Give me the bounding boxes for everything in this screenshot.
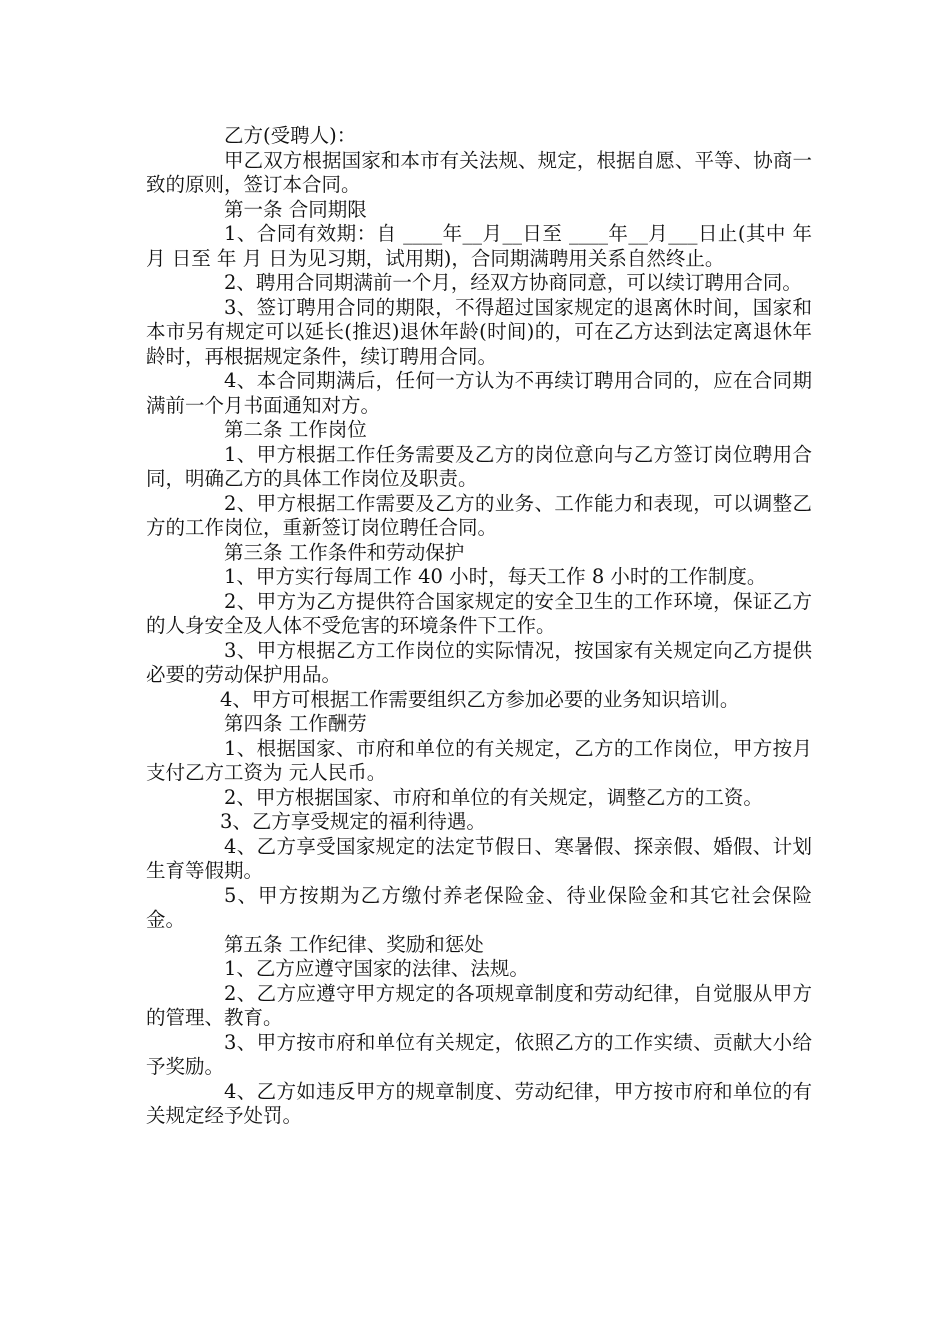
paragraph: 1、乙方应遵守国家的法律、法规。 [224, 957, 529, 980]
paragraph: 3、签订聘用合同的期限，不得超过国家规定的退离休时间，国家和本市另有规定可以延长(推迟)退休年龄(时间)的，可在乙方达到法定离退休年龄时，再根据规定条件，续订聘用合同。 [146, 295, 812, 368]
paragraph: 5、甲方按期为乙方缴付养老保险金、待业保险金和其它社会保险金。 [146, 883, 812, 931]
paragraph: 3、甲方根据乙方工作岗位的实际情况，按国家有关规定向乙方提供必要的劳动保护用品。 [146, 638, 812, 686]
paragraph: 甲乙双方根据国家和本市有关法规、规定，根据自愿、平等、协商一致的原则，签订本合同。 [146, 148, 812, 196]
article-heading: 第三条 工作条件和劳动保护 [224, 540, 465, 564]
paragraph: 1、甲方根据工作任务需要及乙方的岗位意向与乙方签订岗位聘用合同，明确乙方的具体工作岗位及职责。 [146, 442, 812, 490]
paragraph: 2、聘用合同期满前一个月，经双方协商同意，可以续订聘用合同。 [224, 271, 802, 294]
article-heading: 第二条 工作岗位 [224, 418, 367, 441]
paragraph: 1、甲方实行每周工作 40 小时，每天工作 8 小时的工作制度。 [224, 565, 767, 588]
paragraph: 2、乙方应遵守甲方规定的各项规章制度和劳动纪律，自觉服从甲方的管理、教育。 [146, 981, 812, 1029]
paragraph: 2、甲方根据国家、市府和单位的有关规定，调整乙方的工资。 [224, 785, 763, 809]
paragraph: 1、合同有效期：自 ____年__月__日至 ____年__月___日止(其中 年 月 日至 年 月 日为见习期，试用期)，合同期满聘用关系自然终止。 [146, 222, 812, 270]
paragraph: 3、甲方按市府和单位有关规定，依照乙方的工作实绩、贡献大小给予奖励。 [146, 1030, 812, 1078]
party-line: 乙方(受聘人)： [224, 124, 357, 147]
paragraph: 4、甲方可根据工作需要组织乙方参加必要的业务知识培训。 [220, 687, 740, 711]
paragraph: 2、甲方根据工作需要及乙方的业务、工作能力和表现，可以调整乙方的工作岗位，重新签订岗位聘任合同。 [146, 491, 812, 539]
paragraph: 4、乙方如违反甲方的规章制度、劳动纪律，甲方按市府和单位的有关规定经予处罚。 [146, 1079, 812, 1127]
article-heading: 第五条 工作纪律、奖励和惩处 [224, 932, 484, 956]
paragraph: 3、乙方享受规定的福利待遇。 [220, 810, 486, 833]
paragraph: 1、根据国家、市府和单位的有关规定，乙方的工作岗位，甲方按月支付乙方工资为 元人民币。 [146, 736, 812, 784]
article-heading: 第四条 工作酬劳 [224, 712, 367, 735]
paragraph: 2、甲方为乙方提供符合国家规定的安全卫生的工作环境，保证乙方的人身安全及人体不受危害的环境条件下工作。 [146, 589, 812, 637]
contract-text [146, 124, 812, 1129]
paragraph: 4、乙方享受国家规定的法定节假日、寒暑假、探亲假、婚假、计划生育等假期。 [146, 834, 812, 882]
article-heading: 第一条 合同期限 [224, 197, 367, 221]
paragraph: 4、本合同期满后，任何一方认为不再续订聘用合同的，应在合同期满前一个月书面通知对方。 [146, 369, 812, 417]
